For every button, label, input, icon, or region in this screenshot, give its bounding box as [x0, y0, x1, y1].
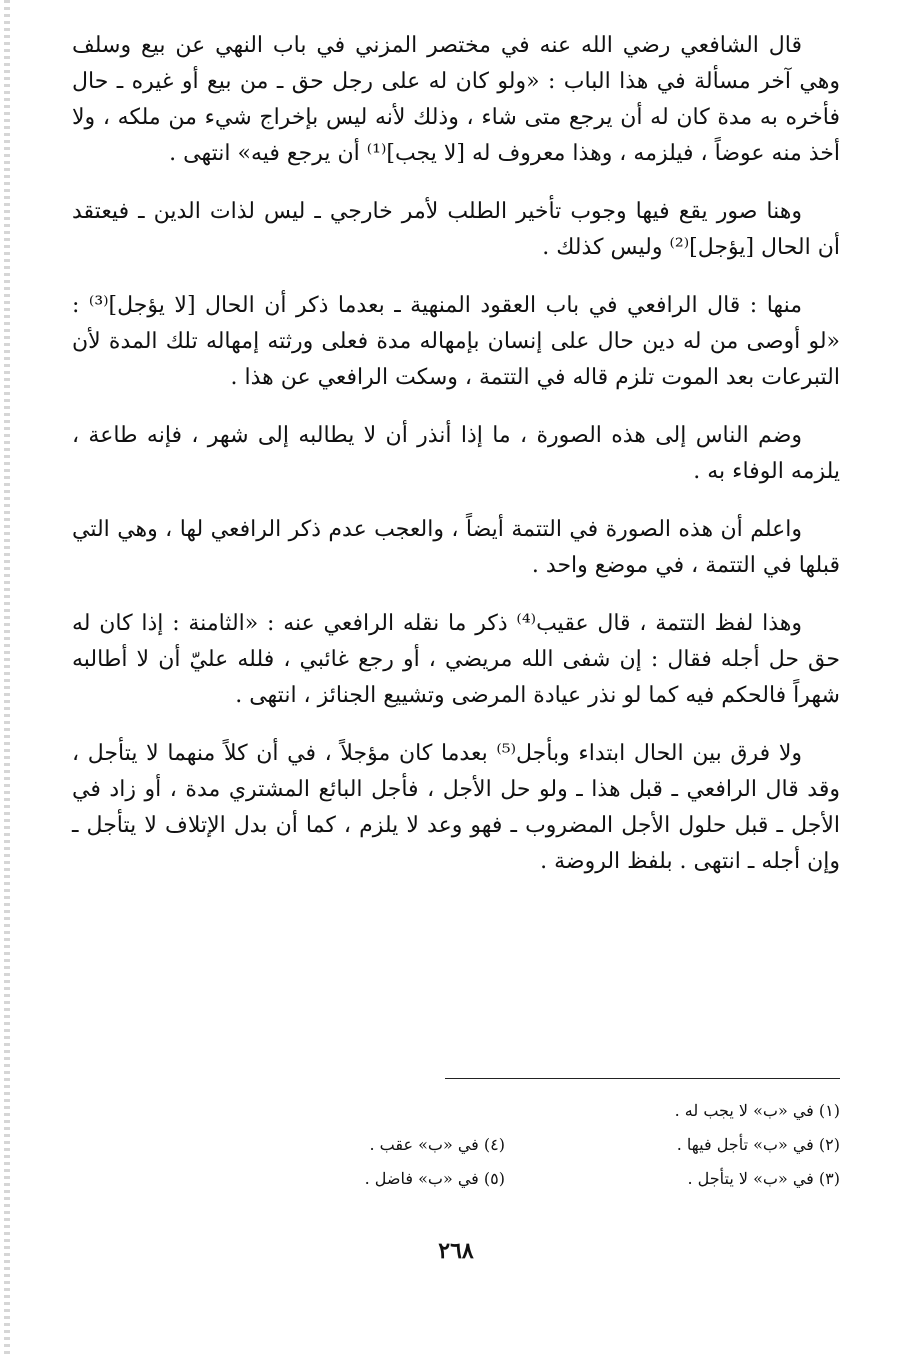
book-page: [72, 28, 840, 1328]
paragraph-7-text: ولا فرق بين الحال ابتداء وبأجل⁽⁵⁾ بعدما كان مؤجلاً ، في أن كلاً منهما لا يتأجل ، وقد قال الرافعي ـ قبل هذا ـ ولو حل الأجل ، فأجل البائع المشتري مدة ، أو زاد في الأجل ـ قبل حلول الأجل المضروب ـ فهو وعد لا يلزم ، كما أن بدل الإتلاف لا يتأجل ـ وإن أجله ـ انتهى . بلفظ الروضة .: [72, 741, 840, 874]
footnote-5: (٥) في «ب» فاضل .: [364, 1169, 505, 1188]
scan-binding-edge: [4, 0, 10, 1355]
paragraph-3-text: منها : قال الرافعي في باب العقود المنهية ـ بعدما ذكر أن الحال [لا يؤجل]⁽³⁾ : «لو أوصى من له دين حال على إنسان بإمهاله مدة فعلى ورثته إمهاله تلك المدة لأن التبرعات بعد الموت تلزم قاله في التتمة ، وسكت الرافعي عن هذا .: [72, 293, 840, 390]
paragraph-5-text: واعلم أن هذه الصورة في التتمة أيضاً ، والعجب عدم ذكر الرافعي لها ، وهي التي قبلها في التتمة ، في موضع واحد .: [72, 517, 840, 578]
paragraph-2-text: وهنا صور يقع فيها وجوب تأخير الطلب لأمر خارجي ـ ليس لذات الدين ـ فيعتقد أن الحال [يؤجل]⁽²⁾ وليس كذلك .: [72, 199, 840, 260]
footnote-2: (٢) في «ب» تأجل فيها .: [676, 1135, 840, 1154]
paragraph-3: [72, 288, 840, 396]
paragraph-5: [72, 512, 840, 584]
footnote-1: (١) في «ب» لا يجب له .: [674, 1101, 840, 1120]
paragraph-6-text: وهذا لفظ التتمة ، قال عقيب⁽⁴⁾ ذكر ما نقله الرافعي عنه : «الثامنة : إذا كان له حق حل أجله فقال : إن شفى الله مريضي ، أو رجع غائبي ، فلله عليّ أن لا أطالبه شهراً فالحكم فيه كما لو نذر عيادة المرضى وتشييع الجنائز ، انتهى .: [72, 611, 840, 708]
paragraph-1: [72, 28, 840, 172]
paragraph-6: [72, 606, 840, 714]
footnotes-right-column: [510, 1094, 840, 1196]
paragraph-7: [72, 736, 840, 880]
page-number: ٢٦٨: [438, 1238, 474, 1264]
footnote-separator: [445, 1078, 840, 1079]
footnote-3: (٣) في «ب» لا يتأجل .: [687, 1169, 840, 1188]
paragraph-1-text: قال الشافعي رضي الله عنه في مختصر المزني في باب النهي عن بيع وسلف وهي آخر مسألة في هذا الباب : «ولو كان له على رجل حق ـ من بيع أو غيره ـ حال فأخره به مدة كان له أن يرجع متى شاء ، وذلك لأنه ليس بإخراج شيء من ملكه ، ولا أخذ منه عوضاً ، فيلزمه ، وهذا معروف له [لا يجب]⁽¹⁾ أن يرجع فيه» انتهى .: [72, 33, 840, 166]
footnotes-left-column: [205, 1128, 505, 1196]
footnote-4: (٤) في «ب» عقب .: [369, 1135, 505, 1154]
paragraph-2: [72, 194, 840, 266]
paragraph-4: [72, 418, 840, 490]
paragraph-4-text: وضم الناس إلى هذه الصورة ، ما إذا أنذر أن لا يطالبه إلى شهر ، فإنه طاعة ، يلزمه الوفاء به .: [72, 423, 840, 484]
